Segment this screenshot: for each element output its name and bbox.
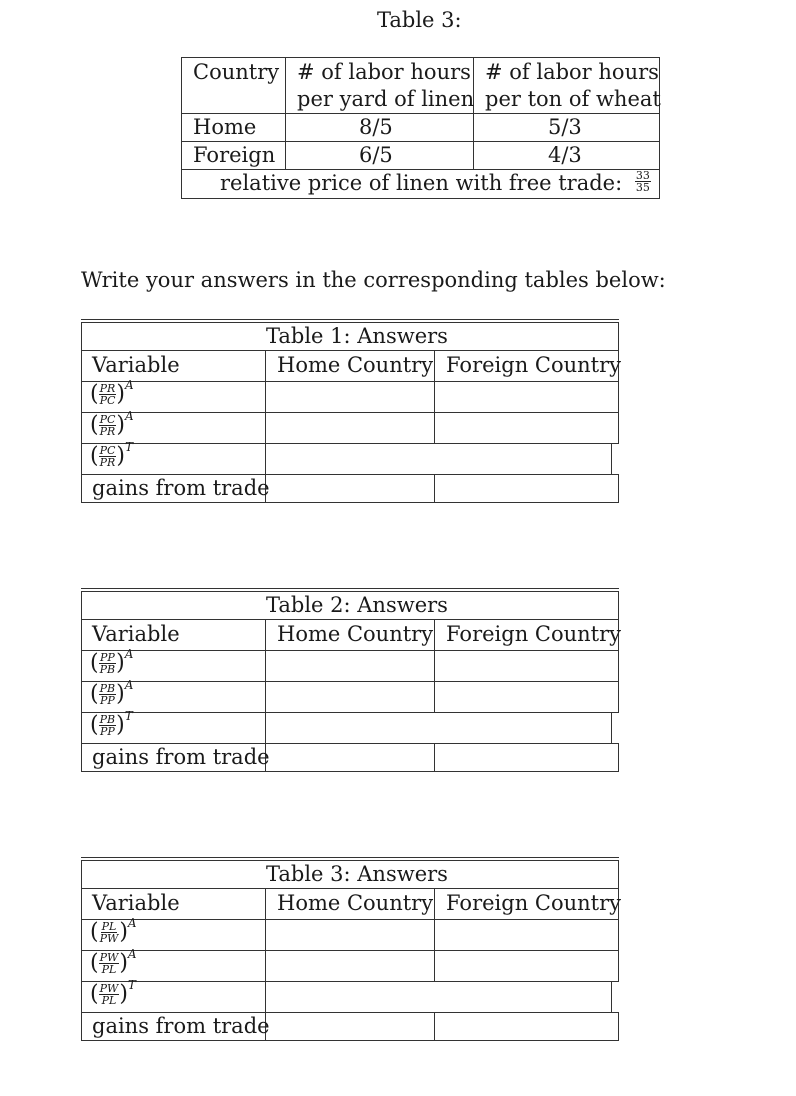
ratio-superscript: A bbox=[125, 378, 134, 392]
ratio-denominator: PB bbox=[99, 663, 116, 676]
row-foreign-linen: 6/5 bbox=[359, 143, 393, 167]
variable-ratio: ( $\frac{PP}{PB}$ )$^A$ bbox=[90, 647, 134, 676]
ratio-numerator: PC bbox=[99, 444, 116, 457]
page-title: Table 3: bbox=[377, 8, 462, 32]
gains-from-trade-label: gains from trade bbox=[92, 1014, 270, 1038]
answer-table-caption: Table 3: Answers bbox=[266, 862, 448, 886]
variable-ratio: ( $\frac{PW}{PL}$ )$^T$ bbox=[90, 978, 136, 1007]
ratio-denominator: PL bbox=[101, 994, 117, 1007]
header-wheat-line2: per ton of wheat bbox=[485, 87, 661, 111]
header-linen-line1: # of labor hours bbox=[297, 60, 471, 84]
answer-cell-gains-foreign[interactable] bbox=[435, 744, 617, 770]
col-foreign-header: Foreign Country bbox=[446, 622, 621, 646]
col-home-header: Home Country bbox=[277, 622, 434, 646]
ratio-denominator: PP bbox=[99, 694, 115, 707]
row-home-country: Home bbox=[193, 115, 257, 139]
row-home-wheat: 5/3 bbox=[548, 115, 582, 139]
ratio-superscript: T bbox=[127, 978, 136, 992]
ratio-numerator: PW bbox=[99, 951, 119, 964]
answer-cell-gains-home[interactable] bbox=[266, 744, 433, 770]
answer-cell-home[interactable] bbox=[266, 413, 433, 442]
ratio-denominator: PR bbox=[99, 456, 116, 469]
ratio-superscript: A bbox=[124, 647, 134, 661]
variable-ratio: ( $\frac{PL}{PW}$ )$^A$ bbox=[90, 916, 137, 945]
col-variable-header: Variable bbox=[92, 622, 180, 646]
header-linen-line2: per yard of linen bbox=[297, 87, 475, 111]
answer-cell-home[interactable] bbox=[266, 920, 433, 949]
free-trade-label: relative price of linen with free trade: bbox=[220, 171, 623, 195]
col-variable-header: Variable bbox=[92, 353, 180, 377]
variable-ratio: ( $\frac{PB}{PP}$ )$^T$ bbox=[90, 709, 133, 738]
gains-from-trade-label: gains from trade bbox=[92, 745, 270, 769]
answer-cell-home[interactable] bbox=[266, 651, 433, 680]
answer-cell-home[interactable] bbox=[266, 382, 433, 411]
free-trade-price bbox=[220, 169, 651, 196]
ratio-superscript: A bbox=[124, 678, 134, 692]
ratio-numerator: PR bbox=[99, 382, 116, 395]
ratio-denominator: PP bbox=[99, 725, 115, 738]
answer-cell-foreign[interactable] bbox=[435, 413, 617, 442]
variable-ratio: ( $\frac{PW}{PL}$ )$^A$ bbox=[90, 947, 137, 976]
answer-cell-trade[interactable] bbox=[266, 713, 433, 742]
header-wheat-line1: # of labor hours bbox=[485, 60, 659, 84]
ratio-denominator: PL bbox=[101, 963, 117, 976]
answer-cell-gains-foreign[interactable] bbox=[435, 475, 617, 501]
answer-cell-home[interactable] bbox=[266, 951, 433, 980]
ratio-superscript: A bbox=[125, 409, 134, 423]
ratio-superscript: T bbox=[124, 709, 133, 723]
free-trade-denominator: 35 bbox=[635, 181, 650, 194]
answer-table-caption: Table 2: Answers bbox=[266, 593, 448, 617]
ratio-numerator: PP bbox=[99, 651, 115, 664]
ratio-superscript: T bbox=[125, 440, 134, 454]
row-foreign-country: Foreign bbox=[193, 143, 276, 167]
answer-cell-foreign[interactable] bbox=[435, 651, 617, 680]
variable-ratio: ( $\frac{PB}{PP}$ )$^A$ bbox=[90, 678, 134, 707]
col-foreign-header: Foreign Country bbox=[446, 891, 621, 915]
gains-from-trade-label: gains from trade bbox=[92, 476, 270, 500]
ratio-denominator: PW bbox=[99, 932, 119, 945]
ratio-denominator: PR bbox=[99, 425, 116, 438]
col-variable-header: Variable bbox=[92, 891, 180, 915]
ratio-numerator: PW bbox=[99, 982, 119, 995]
answer-cell-foreign[interactable] bbox=[435, 920, 617, 949]
answer-cell-home[interactable] bbox=[266, 682, 433, 711]
col-home-header: Home Country bbox=[277, 353, 434, 377]
answer-cell-gains-home[interactable] bbox=[266, 1013, 433, 1039]
ratio-superscript: A bbox=[127, 916, 137, 930]
ratio-numerator: PL bbox=[101, 920, 117, 933]
row-foreign-wheat: 4/3 bbox=[548, 143, 582, 167]
answer-table-caption: Table 1: Answers bbox=[266, 324, 448, 348]
ratio-numerator: PB bbox=[99, 682, 116, 695]
answer-cell-trade[interactable] bbox=[266, 444, 433, 473]
answer-cell-gains-home[interactable] bbox=[266, 475, 433, 501]
answer-cell-foreign[interactable] bbox=[435, 682, 617, 711]
ratio-numerator: PC bbox=[99, 413, 116, 426]
ratio-denominator: PC bbox=[99, 394, 116, 407]
header-country: Country bbox=[193, 60, 280, 84]
ratio-numerator: PB bbox=[99, 713, 116, 726]
variable-ratio: ( $\frac{PR}{PC}$ )$^A$ bbox=[90, 378, 134, 407]
answer-cell-trade[interactable] bbox=[266, 982, 433, 1011]
variable-ratio: ( $\frac{PC}{PR}$ )$^A$ bbox=[90, 409, 134, 438]
answer-cell-foreign[interactable] bbox=[435, 382, 617, 411]
answer-cell-foreign[interactable] bbox=[435, 951, 617, 980]
variable-ratio: ( $\frac{PC}{PR}$ )$^T$ bbox=[90, 440, 134, 469]
answer-cell-gains-foreign[interactable] bbox=[435, 1013, 617, 1039]
row-home-linen: 8/5 bbox=[359, 115, 393, 139]
col-foreign-header: Foreign Country bbox=[446, 353, 621, 377]
col-home-header: Home Country bbox=[277, 891, 434, 915]
instruction-text: Write your answers in the corresponding tables below: bbox=[81, 268, 666, 292]
ratio-superscript: A bbox=[127, 947, 137, 961]
free-trade-numerator: 33 bbox=[635, 169, 650, 182]
